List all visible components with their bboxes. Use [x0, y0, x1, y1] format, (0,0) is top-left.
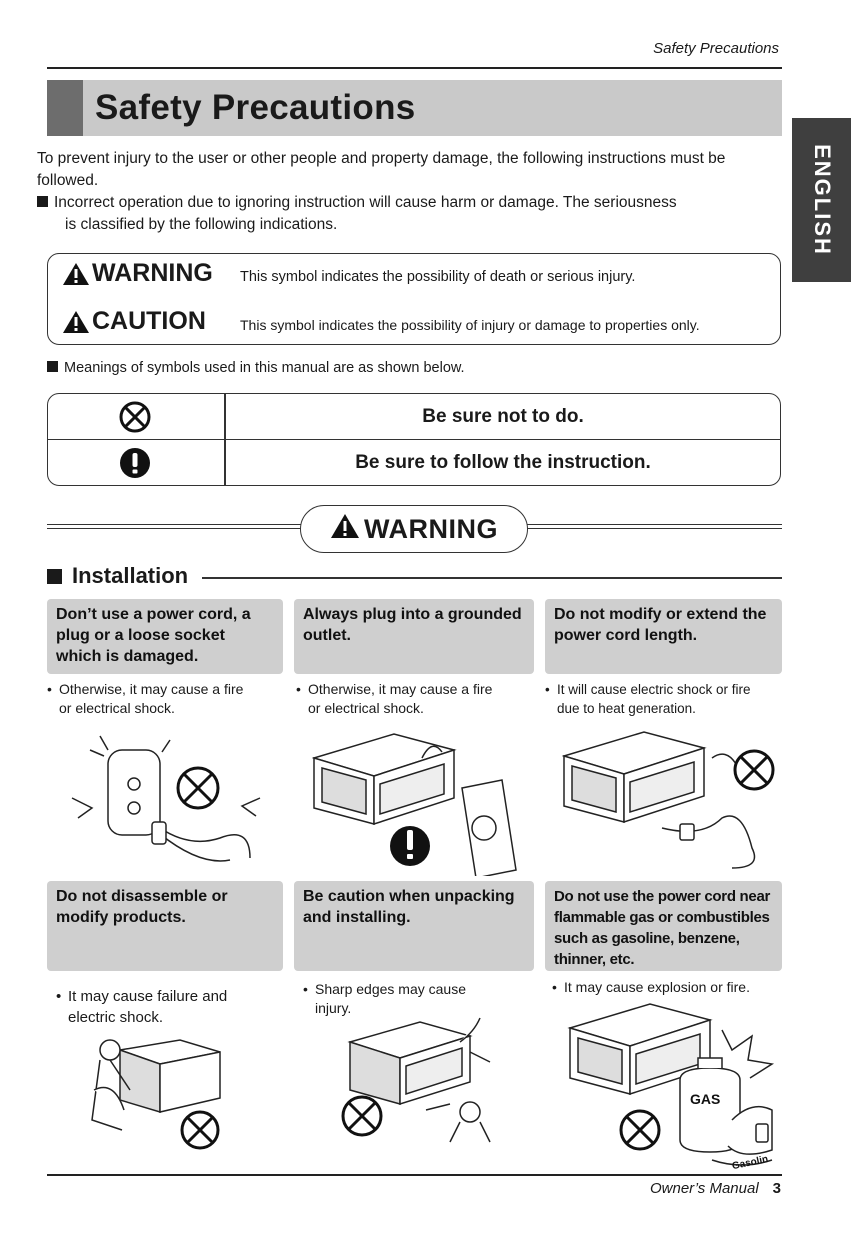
symbol-row-prohibit: [48, 394, 780, 440]
level-warning: [48, 254, 780, 300]
prohibit-icon: [343, 1097, 381, 1135]
item-title-4: Do not disassemble or modify products.: [47, 881, 283, 971]
gasoline-label: Gasolin: [731, 1153, 770, 1172]
intro-text: [37, 148, 782, 236]
intro-bullet-text: Incorrect operation due to ignoring instruction will cause harm or damage. The seriousness: [54, 194, 677, 211]
section-heading-text: Installation: [72, 563, 189, 588]
item-note-5: • Sharp edges may cause injury.: [303, 981, 466, 1016]
item-title-3: Do not modify or extend the power cord length.: [545, 599, 782, 674]
title-accent-block: [47, 80, 83, 136]
language-tab-label: ENGLISH: [809, 144, 835, 256]
symbols-note-text: Meanings of symbols used in this manual are as shown below.: [64, 360, 465, 376]
item-title-5: Be caution when unpacking and installing.: [294, 881, 534, 971]
bullet-square: [37, 196, 48, 207]
intro-bullet-cont: is classified by the following indications.: [65, 216, 338, 233]
caution-label-text: CAUTION: [92, 307, 206, 335]
warning-triangle-icon: [62, 262, 90, 286]
prohibit-icon: [182, 1112, 218, 1148]
caution-triangle-icon: [62, 310, 90, 334]
prohibit-icon: [118, 400, 152, 439]
bottom-rule: [47, 1174, 782, 1176]
banner-line-left: [47, 524, 303, 529]
symbols-note: [47, 360, 465, 376]
disassemble-illustration: [80, 1030, 230, 1160]
caution-label: [62, 307, 206, 336]
grounded-outlet-illustration: [312, 728, 527, 876]
item-title-2: Always plug into a grounded outlet.: [294, 599, 534, 674]
item-note-2: • Otherwise, it may cause a fire or electrical shock.: [296, 681, 493, 716]
running-header: Safety Precautions: [653, 40, 779, 57]
prohibit-icon: [621, 1111, 659, 1149]
warning-banner: [300, 505, 528, 553]
flammable-gas-illustration: [562, 1000, 782, 1172]
intro-bullet: [37, 192, 782, 214]
warning-desc: This symbol indicates the possibility of death or serious injury.: [240, 269, 636, 285]
item-note-3: • It will cause electric shock or fire due to heat generation.: [545, 682, 751, 716]
item-note-4: • It may cause failure and electric shock.: [56, 988, 228, 1026]
gas-label: GAS: [690, 1091, 721, 1107]
mandatory-icon: [390, 826, 430, 866]
prohibit-meaning: Be sure not to do.: [422, 406, 584, 427]
item-note-6: • It may cause explosion or fire.: [552, 979, 750, 995]
section-heading: [47, 563, 188, 589]
damaged-cord-illustration: [60, 728, 270, 876]
item-note-1: • Otherwise, it may cause a fire or electrical shock.: [47, 681, 244, 716]
item-title-1: Don’t use a power cord, a plug or a loose socket which is damaged.: [47, 599, 283, 674]
banner-line-right: [525, 524, 782, 529]
warning-label: [62, 259, 213, 288]
top-rule: [47, 67, 782, 69]
bullet-square: [47, 361, 58, 372]
symbols-table: [47, 393, 781, 486]
section-square: [47, 569, 62, 584]
table-divider: [224, 394, 226, 485]
intro-line: To prevent injury to the user or other people and property damage, the following instructions must be followed.: [37, 150, 726, 189]
warning-label-text: WARNING: [92, 259, 213, 287]
footer: [650, 1180, 781, 1197]
unpacking-illustration: [330, 1012, 500, 1152]
warning-triangle-icon: [330, 513, 360, 546]
page-title: Safety Precautions: [95, 88, 416, 127]
extend-cord-illustration: [562, 728, 777, 876]
footer-text: Owner’s Manual: [649, 1180, 759, 1197]
level-caution: [48, 300, 780, 346]
mandatory-meaning: Be sure to follow the instruction.: [355, 452, 651, 473]
language-tab: [792, 118, 851, 282]
symbol-row-mandatory: [48, 440, 780, 486]
prohibit-icon: [735, 751, 773, 789]
mandatory-icon: [118, 446, 152, 485]
severity-levels-box: [47, 253, 781, 345]
item-title-6: Do not use the power cord near flammable gas or combustibles such as gasoline, benzene, thinner, etc.: [545, 881, 782, 971]
section-rule: [202, 577, 782, 579]
caution-desc: This symbol indicates the possibility of injury or damage to properties only.: [240, 317, 700, 333]
warning-banner-text: WARNING: [364, 513, 498, 544]
page-number: 3: [772, 1180, 781, 1197]
prohibit-icon: [178, 768, 218, 808]
